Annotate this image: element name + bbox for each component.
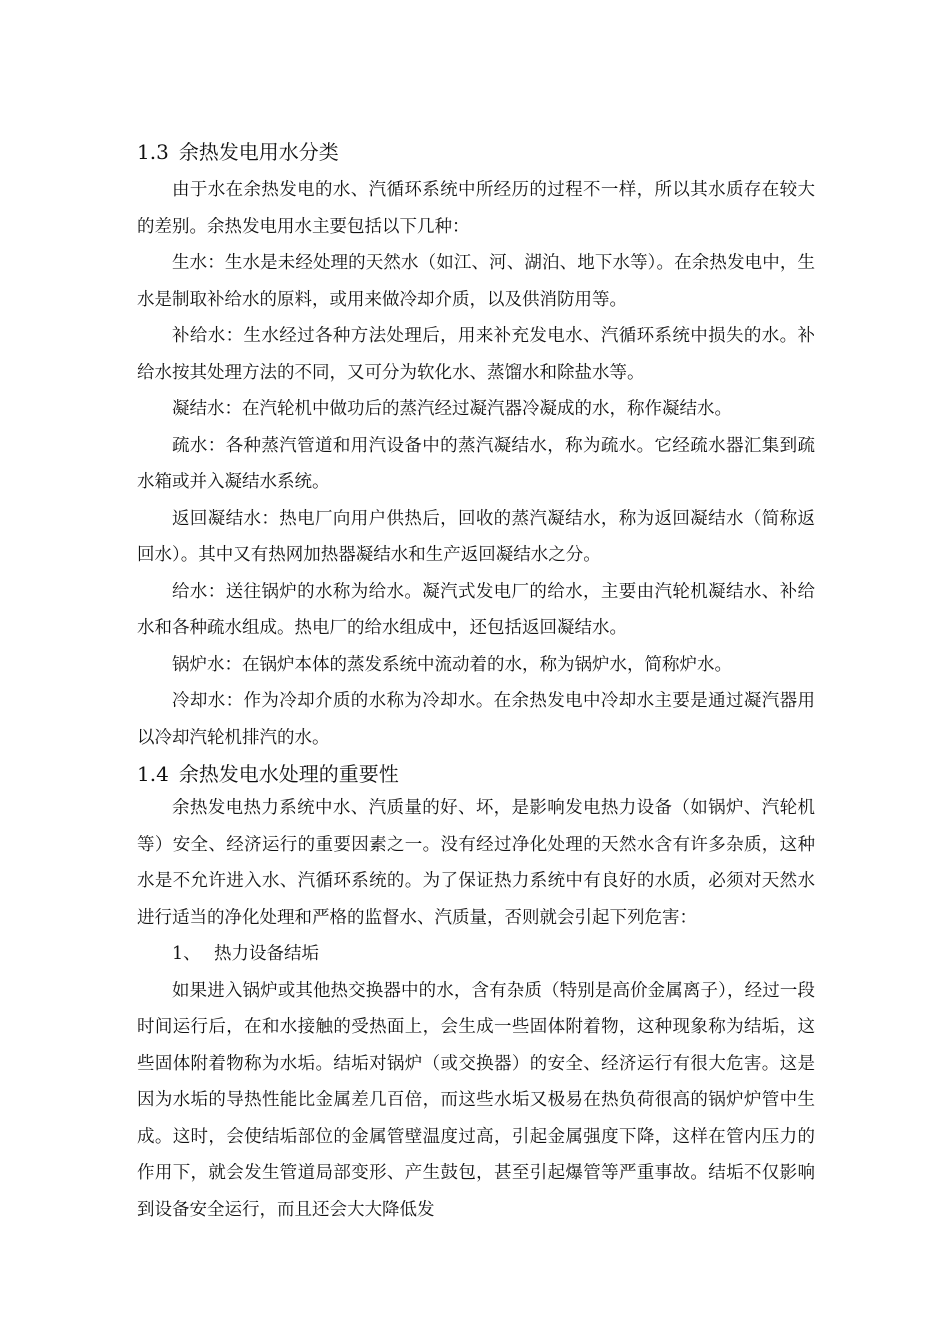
section-heading-1-3 [137,136,815,168]
section-title: 余热发电用水分类 [178,140,339,164]
paragraph: 由于水在余热发电的水、汽循环系统中所经历的过程不一样，所以其水质存在较大的差别。余热发电用水主要包括以下几种： [137,180,815,237]
list-item-heading [137,936,815,973]
paragraph: 疏水：各种蒸汽管道和用汽设备中的蒸汽凝结水，称为疏水。它经疏水器汇集到疏水箱或并入凝结水系统。 [137,435,815,492]
paragraph: 余热发电热力系统中水、汽质量的好、坏，是影响发电热力设备（如锅炉、汽轮机等）安全、经济运行的重要因素之一。没有经过净化处理的天然水含有许多杂质，这种水是不允许进入水、汽循环系统的。为了保证热力系统中有良好的水质，必须对天然水进行适当的净化处理和严格的监督水、汽质量，否则就会引起下列危害： [137,798,815,928]
paragraph: 补给水：生水经过各种方法处理后，用来补充发电水、汽循环系统中损失的水。补给水按其处理方法的不同，又可分为软化水、蒸馏水和除盐水等。 [137,326,815,383]
section-number: 1.3 [137,140,169,164]
list-item-number: 1、 [172,944,201,964]
section-title: 余热发电水处理的重要性 [178,762,399,786]
paragraph: 冷却水：作为冷却介质的水称为冷却水。在余热发电中冷却水主要是通过凝汽器用以冷却汽轮机排汽的水。 [137,691,815,748]
paragraph: 锅炉水：在锅炉本体的蒸发系统中流动着的水，称为锅炉水，简称炉水。 [172,654,732,675]
paragraph: 给水：送往锅炉的水称为给水。凝汽式发电厂的给水，主要由汽轮机凝结水、补给水和各种疏水组成。热电厂的给水组成中，还包括返回凝结水。 [137,581,815,638]
paragraph: 返回凝结水：热电厂向用户供热后，回收的蒸汽凝结水，称为返回凝结水（简称返回水）。其中又有热网加热器凝结水和生产返回凝结水之分。 [137,508,815,565]
list-item-title: 热力设备结垢 [214,944,319,964]
section-heading-1-4 [137,758,815,790]
paragraph: 生水：生水是未经处理的天然水（如江、河、湖泊、地下水等）。在余热发电中，生水是制取补给水的原料，或用来做冷却介质，以及供消防用等。 [137,253,815,310]
paragraph: 如果进入锅炉或其他热交换器中的水，含有杂质（特别是高价金属离子），经过一段时间运行后，在和水接触的受热面上，会生成一些固体附着物，这种现象称为结垢，这些固体附着物称为水垢。结垢对锅炉（或交换器）的安全、经济运行有很大危害。这是因为水垢的导热性能比金属差几百倍，而这些水垢又极易在热负荷很高的锅炉炉管中生成。这时，会使结垢部位的金属管壁温度过高，引起金属强度下降，这样在管内压力的作用下，就会发生管道局部变形、产生鼓包，甚至引起爆管等严重事故。结垢不仅影响到设备安全运行，而且还会大大降低发 [137,980,815,1220]
document-page [137,136,815,1228]
section-number: 1.4 [137,762,169,786]
paragraph: 凝结水：在汽轮机中做功后的蒸汽经过凝汽器冷凝成的水，称作凝结水。 [172,399,732,419]
